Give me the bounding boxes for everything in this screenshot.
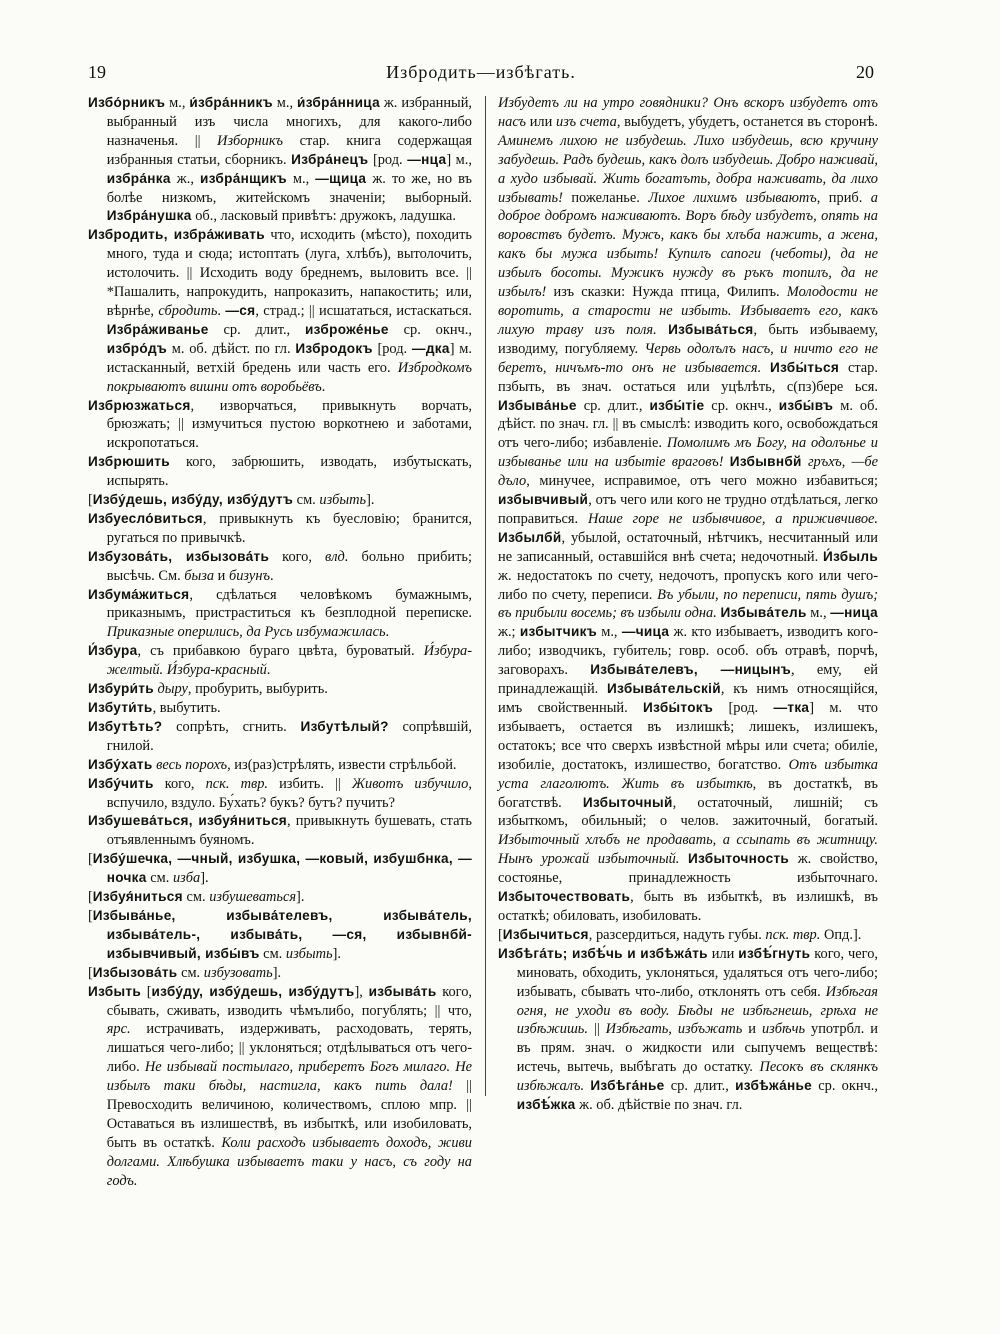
dictionary-entry: И́збура, съ прибавкою бураго цвѣта, буроватый. И́збура-желтый. И́збура-красный.	[88, 643, 472, 679]
dictionary-entry: [Избу́шечка, —чный, избушка, —ковый, избушбнка, —ночка см. изба].	[88, 851, 472, 887]
left-column	[88, 94, 472, 1191]
dictionary-entry: [Избу́дешь, избу́ду, избу́дутъ см. избыть].	[88, 492, 375, 509]
right-column	[498, 94, 878, 1115]
dictionary-entry: Избыть [избу́ду, избу́дешь, избу́дутъ], избыва́ть кого, сбывать, сживать, изводить чѣмълибо, погублять; || что, ярс. истрачивать, издерживать, расходовать, терять, лишаться чего-либо; || уклоняться; отдѣлываться отъ чего-либо. Не избывай постылаго, приберетъ Богъ милаго. Не избылъ таки бѣды, настигла, какъ пить дала! || Превосходить величиною, количествомъ, сплою мпр. || Оставаться въ излишествѣ, въ избыткѣ, или изобиловать, быть въ остаткѣ. Коли расходъ избываетъ доходъ, живи долгами. Хлѣбушка избываетъ таки у насъ, съ году на годъ.	[88, 983, 473, 1189]
dictionary-entry: Избутѣть? сопрѣть, сгнить. Избутѣлый? сопрѣвшій, гнилой.	[88, 718, 472, 754]
dictionary-entry: Избузова́ть, избызова́ть кого, влд. больно прибить; высѣчь. См. быза и бизунъ.	[88, 548, 472, 584]
dictionary-entry: [Избыва́нье, избыва́телевъ, избыва́тель, избыва́тель-, избыва́ть, —ся, избывнбй-избывчивый, избы́въ см. избыть].	[88, 907, 472, 962]
dictionary-entry: Избу́хать весь порохъ, из(раз)стрѣлять, извести стрѣльбой.	[88, 756, 457, 773]
page-header	[88, 62, 874, 88]
left-page-number: 19	[88, 62, 106, 82]
dictionary-entry: Избѣга́ть; избѣ́чь и избѣжа́ть или избѣ́гнуть кого, чего, миновать, обходить, уклоняться, удаляться отъ чего-либо; избывать, сбывать что-либо, отклонять отъ себя. Избѣгая огня, не уходи въ воду. Бѣды не избѣгнешь, грѣха не избѣжишь. || Избѣгать, избъжать и избѣчь употрбл. и въ прям. знач. о жидкости или сыпучемъ веществѣ: истечь, вытечь, выбѣгать до остатку. Песокъ въ склянкъ избѣжалъ. Избѣга́нье ср. длит., избѣжа́нье ср. окнч., избѣ́жка ж. об. дѣйствіе по знач. гл.	[498, 945, 878, 1114]
dictionary-entry: [Избызова́ть см. избузовать].	[88, 964, 282, 981]
dictionary-entry: Избури́ть дыру, пробурить, выбурить.	[88, 681, 328, 698]
dictionary-entry: Избрюшить кого, забрюшить, изводать, избутыскать, испырять.	[88, 454, 472, 490]
dictionary-entry: [Избуя́ниться см. избушеваться].	[88, 889, 305, 906]
dictionary-entry: Избудетъ ли на утро говядники? Онъ вскоръ избудетъ отъ насъ или изъ счета, выбудетъ, убудетъ, останется въ сторонѣ. Аминемъ лихою не избудешь. Лихо избудешь, всю кручину забудешь. Радъ будешь, какъ долъ избудешь. Добро наживай, а худо избывай. Жить богатъть, добра наживать, да лихо избывать! пожеланье. Лихое лихимъ избываютъ, приб. а доброе добромъ наживаютъ. Воръ бѣду избудетъ, опять на воровствъ будетъ. Мужъ, какъ бы хлъба нажить, а жена, какъ бы мужа избыть! Купилъ сапоги (чеботы), да не избылъ босоты. Мужикъ нужду въ ръкъ топилъ, да не избылъ! изъ сказки: Нужда птица, Филипъ. Молодости не воротить, а старости не избыть. Избываетъ его, какъ лихую траву изъ поля. Избыва́ться, быть избываему, изводиму, погубляему. Червь одолълъ насъ, и ничто его не беретъ, ничъмъ-то онъ не избывается. Избы́ться стар. пзбыть, въ знач. остаться или уцѣлѣть, с(пз)бере ься. Избыва́нье ср. длит., избы́тіе ср. окнч., избы́въ м. об. дѣйст. по знач. гл. || въ смыслѣ: изводить кого, освобождаться отъ чего-либо; избавленіе. Помолимъ мъ Богу, на одолънье и избыванье или на избытіе враговъ! Избывнбй гръхъ, —бе дъло, минучее, исправимое, отъ чего можно избавиться; избывчивый, отъ чего или кого не трудно отдѣлаться, легко поправиться. Наше горе не избывчивое, а приживчивое. Избылбй, убылой, остаточный, нѣтчикъ, несчитанный или не записанный, оставшійся внѣ счета; недочотный. И́збыль ж. недостатокъ по счету, недочотъ, пропускъ кого или чего-либо по счету, переписи. Въ убыли, по переписи, пять душъ; въ прибыли восемь; въ избыли одна. Избыва́тель м., —ница ж.; избытчикъ м., —чица ж. кто избываетъ, изводитъ кого-либо; изводчикъ, губитель; говр. особ. объ отравѣ, порчѣ, заговорахъ. Избыва́телевъ, —ницынъ, ему, ей принадлежащій. Избыва́тельскій, къ нимъ относящійся, имъ свойственный. Избы́токъ [род. —тка] м. что избываетъ, остается въ излишкѣ; лишекъ, излишекъ, остатокъ; все что сверхъ извѣстной мѣры или счета; обиліе, изобиліе, достатокъ, излишество, богатство. Отъ избытка уста глаголютъ. Жить въ избыткѣ, въ достаткѣ, въ богатствѣ. Избыточный, остаточный, лишній; съ избыткомъ, обильный; о челов. зажиточный, богатый. Избыточный хлъбъ не продавать, а ссыпать въ житницу. Нынъ урожай избыточный. Избыточность ж. свойство, состоянье, принадлежность избыточнаго. Избыточествовать, быть въ избыткѣ, въ излишкѣ, въ остаткѣ; обиловать, изобиловать.	[498, 95, 879, 924]
dictionary-entry: Избути́ть, выбутить.	[88, 700, 221, 716]
dictionary-entry: Избу́чить кого, пск. твр. избить. || Животъ избучило, вспучило, вздуло. Бу́хать? букъ? бутъ? пучить?	[88, 775, 472, 811]
dictionary-entry: Избуесло́виться, привыкнуть къ буесловію; бранится, ругаться по привычкѣ.	[88, 510, 472, 546]
running-title: Избродить—избѣгать.	[386, 62, 576, 82]
column-divider	[485, 96, 486, 1096]
dictionary-entry: Избродить, избра́живать что, исходить (мѣсто), походить много, туда и сюда; истоптать (луга, хлѣбъ), вытолочить, истолочить. || Исходить воду бреднемъ, выловить все. || *Пашалить, напрокудить, напроказить, напакостить; или, вѣрнѣе, сбродить. —ся, страд.; || исшататься, истаскаться. Избра́живанье ср. длит., изброже́нье ср. окнч., избро́дъ м. об. дѣйст. по гл. Избродокъ [род. —дка] м. истасканный, ветхій бредень или часть его. Избродкомъ покрываютъ вишни отъ воробьёвъ.	[88, 227, 472, 395]
dictionary-entry: Избума́житься, сдѣлаться человѣкомъ бумажнымъ, приказнымъ, пристраститься къ безплодной переписке. Приказные оперились, да Русь избумажилась.	[88, 586, 472, 641]
dictionary-entry: Избушева́ться, избуя́ниться, привыкнуть бушевать, стать отъявленнымъ буяномъ.	[88, 813, 472, 849]
dictionary-entry: Избо́рникъ м., и́збра́нникъ м., и́збра́нница ж. избранный, выбранный изъ числа многихъ, для какого-либо назначенья. || Изборникъ стар. книга содержащая избранныя статьи, сборникъ. Избра́нецъ [род. —нца] м., избра́нка ж., избра́нщикъ м., —щица ж. то же, но въ болѣе низкомъ, житейскомъ значеніи; выборный. Избра́нушка об., ласковый привѣтъ: дружокъ, ладушка.	[88, 95, 473, 225]
right-page-number: 20	[856, 62, 874, 82]
dictionary-entry: [Избычиться, разсердиться, надуть губы. пск. твр. Опд.].	[498, 926, 862, 943]
dictionary-entry: Избрюзжаться, изворчаться, привыкнуть ворчать, брюзжать; || измучиться пустою воркотнею и заботами, искропотаться.	[88, 397, 472, 452]
